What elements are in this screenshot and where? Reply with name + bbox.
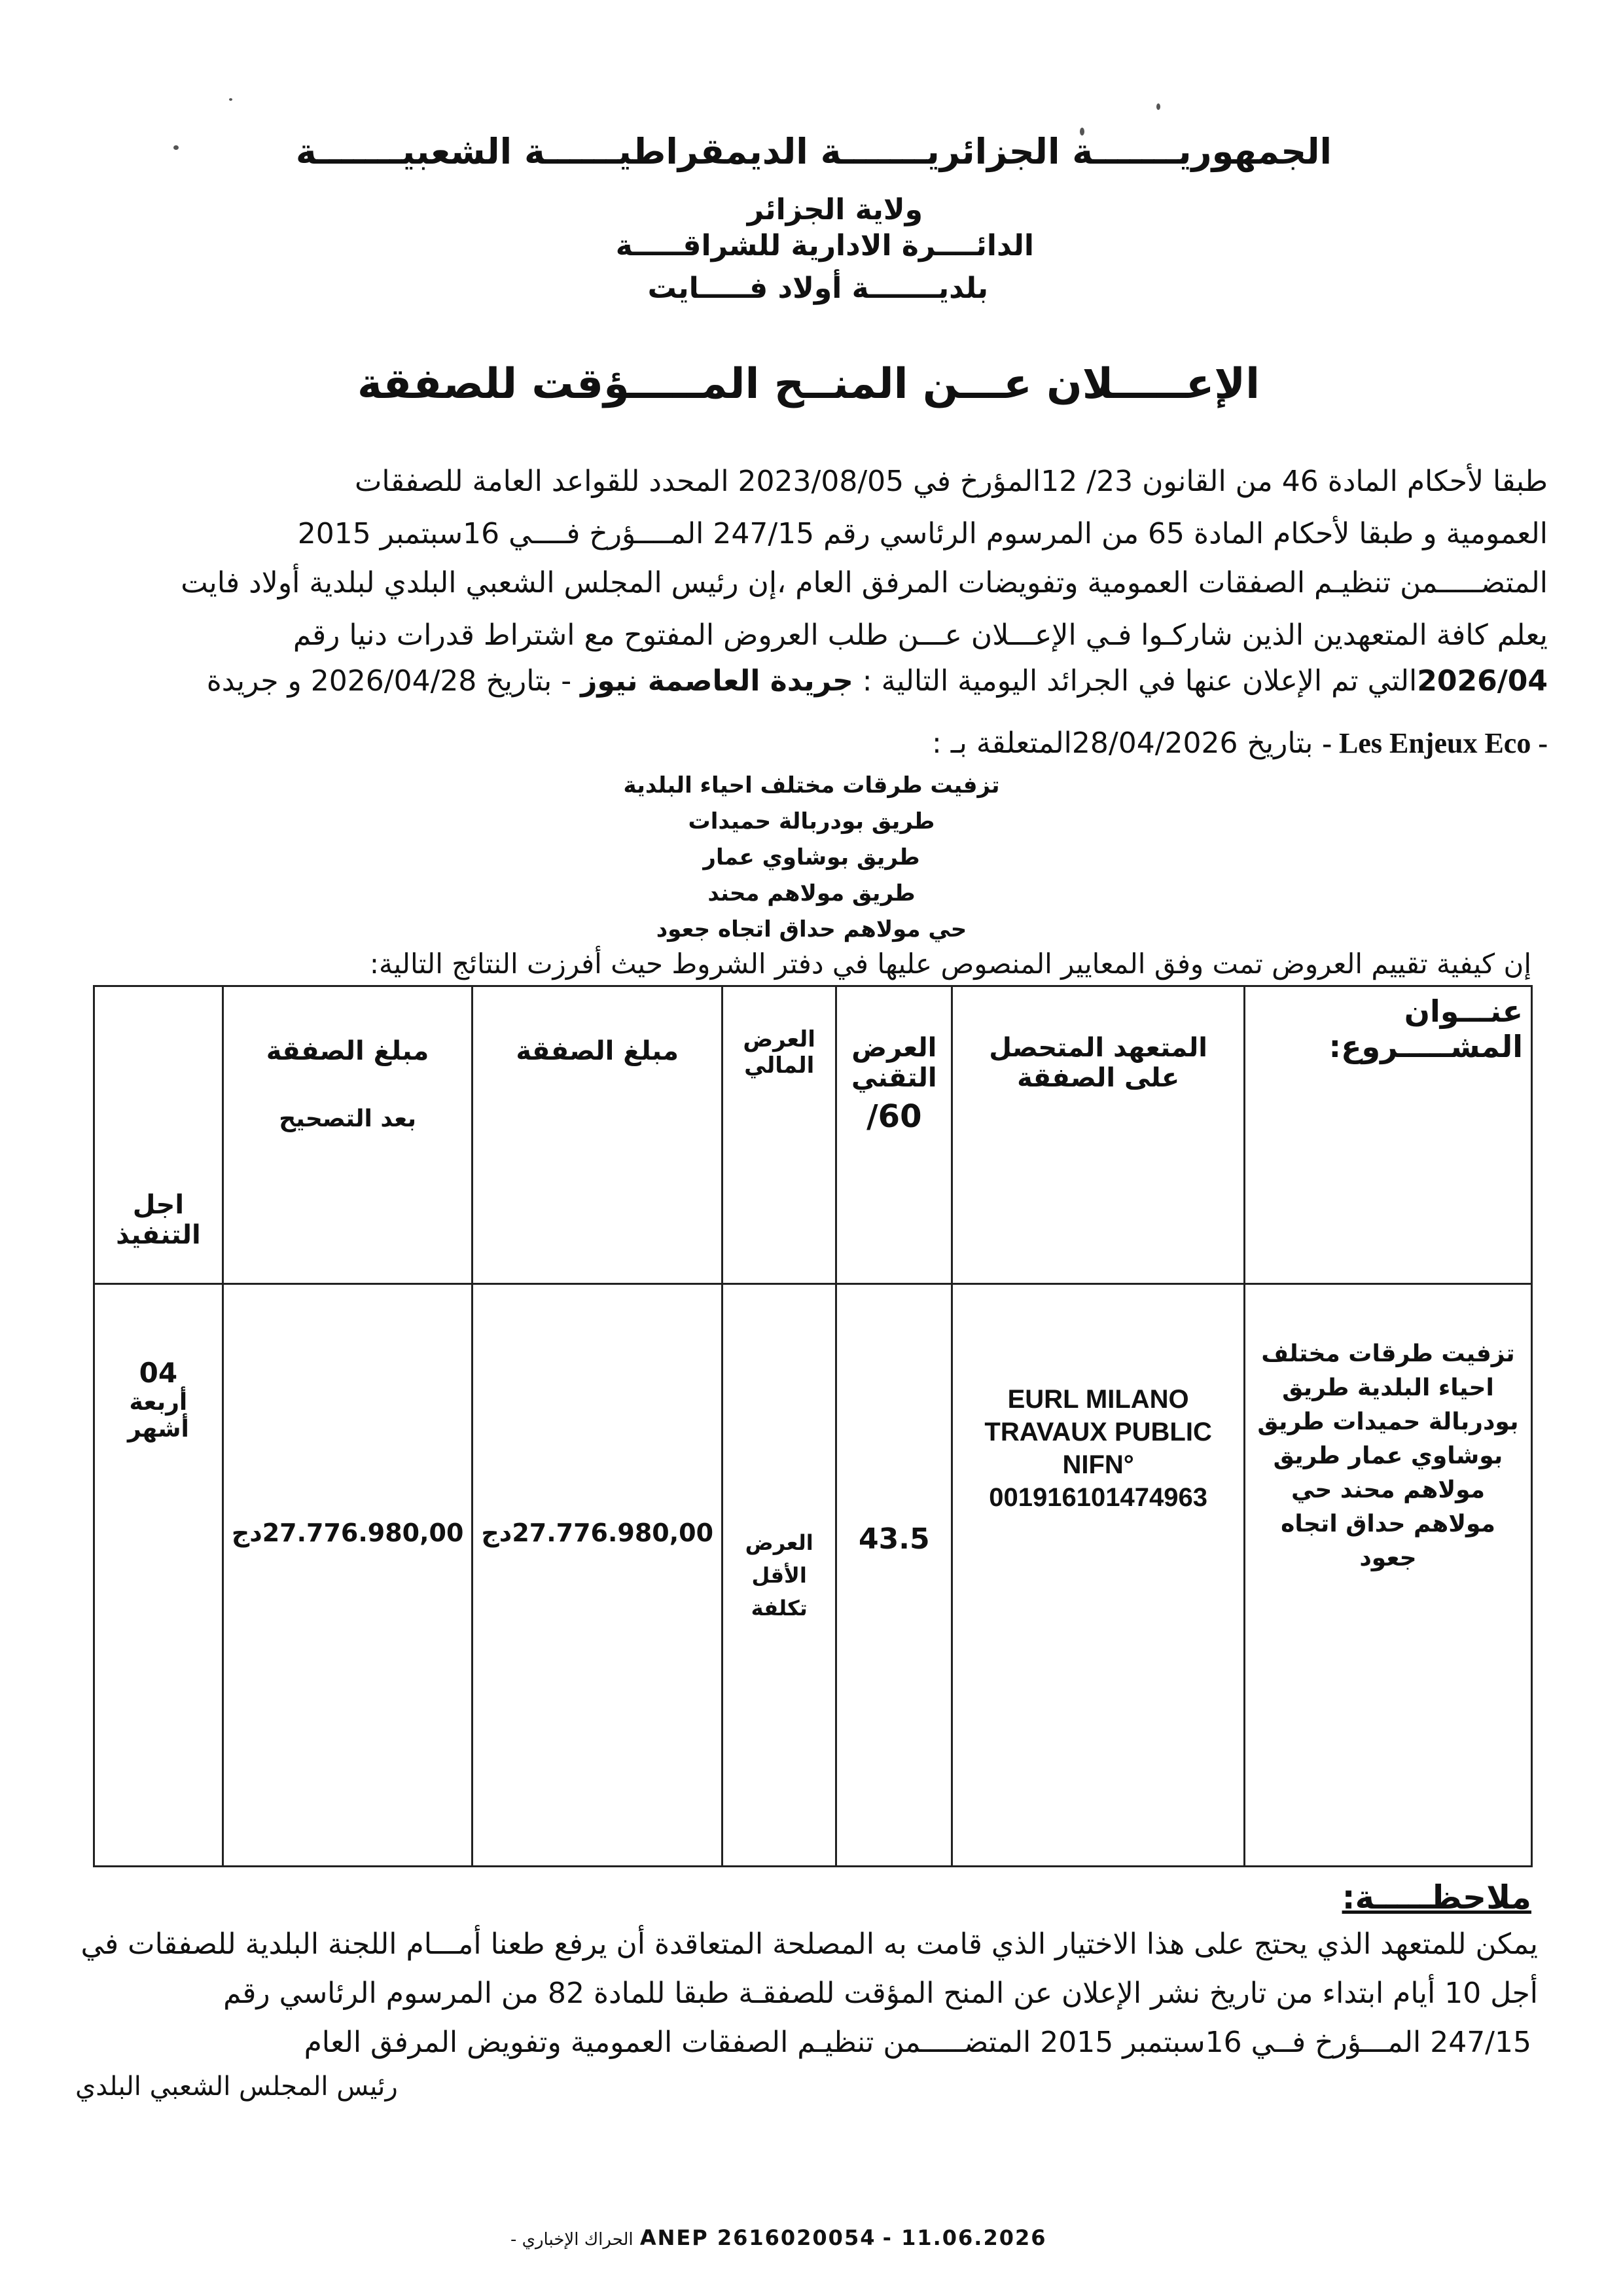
project-line: طريق بوشاوي عمار xyxy=(703,844,920,870)
header-project-label: عنـــوان المشـــــروع: xyxy=(1329,994,1523,1064)
header-duration-label: اجل التنفيذ xyxy=(116,1190,201,1250)
project-line: طريق بودربالة حميدات xyxy=(688,808,935,834)
bidder-name: EURL MILANO TRAVAUX PUBLIC xyxy=(984,1385,1212,1446)
note-line-2: أجل 10 أيام ابتداء من تاريخ نشر الإعلان عن المنح المؤقت للصفقـة طبقا للمادة 82 من المرسوم الرئاسي رقم xyxy=(223,1977,1538,2010)
header-amount-corrected xyxy=(223,986,473,1284)
header-amount-corrected-label: مبلغ الصفقة xyxy=(266,1036,429,1066)
technical-score: 43.5 xyxy=(859,1522,930,1556)
footer-anep: ANEP 2616020054 xyxy=(639,2225,876,2250)
cell-financial xyxy=(722,1284,836,1867)
duration-text: أربعة أشهر xyxy=(127,1389,189,1443)
results-table xyxy=(93,985,1533,1867)
table-header-row xyxy=(94,986,1532,1284)
cell-bidder xyxy=(952,1284,1245,1867)
cell-amount-corrected xyxy=(223,1284,473,1867)
body-line-3: المتضـــــمن تنظيـم الصفقات العمومية وتفويضات المرفق العام ،إن رئيس المجلس الشعبي البلدي لبلدية أولاد فايت xyxy=(181,566,1548,600)
header-amount xyxy=(473,986,722,1284)
scan-speck xyxy=(229,98,232,101)
header-project xyxy=(1244,986,1531,1284)
header-technical-max: 60/ xyxy=(866,1098,922,1135)
contract-amount: 27.776.980,00دج xyxy=(481,1518,714,1547)
footer-source: الحراك الإخباري - xyxy=(510,2230,633,2250)
cell-project xyxy=(1244,1284,1531,1867)
wilaya-heading: ولاية الجزائر xyxy=(747,193,923,226)
project-line: حي مولاهم حداق اتجاه جعود xyxy=(656,916,967,942)
second-publication-text: بتاريخ 28/04/2026المتعلقة بـ : xyxy=(931,726,1313,760)
republic-heading: الجمهوريـــــــة الجزائريـــــــة الديمقراطيــــــة الشعبيـــــــة xyxy=(295,131,1332,172)
cell-duration xyxy=(94,1284,223,1867)
publication-text: التي تم الإعلان عنها في الجرائد اليومية التالية : xyxy=(862,664,1418,698)
header-financial xyxy=(722,986,836,1284)
cell-technical-score xyxy=(836,1284,952,1867)
footer-date: - 11.06.2026 xyxy=(882,2225,1047,2250)
second-newspaper-name: - Les Enjeux Eco - xyxy=(1322,727,1548,759)
body-line-4: يعلم كافة المتعهدين الذين شاركـوا فـي الإعـــلان عـــن طلب العروض المفتوح مع اشتراط قدرات دنيا رقم xyxy=(293,619,1548,652)
header-amount-corrected-sub: بعد التصحيح xyxy=(279,1105,416,1132)
body-line-6 xyxy=(108,726,1548,760)
newspaper-name: جريدة العاصمة نيوز xyxy=(580,664,853,698)
daira-heading: الدائــــرة الادارية للشراقـــــة xyxy=(615,229,1034,262)
duration-number: 04 xyxy=(139,1357,178,1389)
publication-date: - بتاريخ 2026/04/28 و جريدة xyxy=(206,664,572,698)
header-technical xyxy=(836,986,952,1284)
scan-speck xyxy=(173,145,179,150)
cell-project-text: تزفيت طرقات مختلف احياء البلدية طريق بودربالة حميدات طريق بوشاوي عمار طريق مولاهم محند حي مولاهم حداق اتجاه جعود xyxy=(1257,1340,1519,1571)
body-line-5 xyxy=(108,664,1548,698)
project-line: تزفيت طرقات مختلف احياء البلدية xyxy=(623,772,1000,798)
evaluation-intro: إن كيفية تقييم العروض تمت وفق المعايير المنصوص عليها في دفتر الشروط حيث أفرزت النتائج التالية: xyxy=(369,948,1531,980)
header-duration xyxy=(94,986,223,1284)
note-line-3: 247/15 المـــؤرخ فــي 16سبتمبر 2015 المتضـــــمن تنظيـم الصفقات العمومية وتفويض المرفق العام xyxy=(304,2026,1531,2059)
footer xyxy=(510,2225,1047,2250)
cell-amount xyxy=(473,1284,722,1867)
note-heading: ملاحظـــــة: xyxy=(1342,1878,1531,1916)
signature-line: رئيس المجلس الشعبي البلدي xyxy=(75,2072,398,2102)
header-amount-label: مبلغ الصفقة xyxy=(516,1036,679,1066)
header-bidder-label: المتعهد المتحصل على الصفقة xyxy=(989,1033,1207,1093)
header-bidder xyxy=(952,986,1245,1284)
commune-heading: بلديـــــــة أولاد فـــــايت xyxy=(647,272,988,305)
project-line: طريق مولاهم محند xyxy=(707,880,916,906)
scan-speck xyxy=(1156,103,1160,110)
header-financial-label: العرض المالي xyxy=(743,1026,815,1079)
body-line-2: العمومية و طبقا لأحكام المادة 65 من المرسوم الرئاسي رقم 247/15 المــــؤرخ فــــي 16سبتمبر 2015 xyxy=(297,517,1548,550)
tender-number: 2026/04 xyxy=(1417,664,1548,698)
note-line-1: يمكن للمتعهد الذي يحتج على هذا الاختيار الذي قامت به المصلحة المتعاقدة أن يرفع طعنا أمـــام اللجنة البلدية للصفقات في xyxy=(80,1928,1538,1961)
table-row xyxy=(94,1284,1532,1867)
body-line-1: طبقا لأحكام المادة 46 من القانون 23/ 12المؤرخ في 2023/08/05 المحدد للقواعد العامة للصفقات xyxy=(355,465,1548,498)
header-technical-label: العرض التقني xyxy=(851,1033,937,1093)
page-title: الإعـــــلان عـــن المنــح المـــــؤقت للصفقة xyxy=(357,360,1260,408)
contract-amount-corrected: 27.776.980,00دج xyxy=(231,1518,464,1547)
bidder-nif: NIFN° 001916101474963 xyxy=(989,1450,1207,1512)
financial-offer-text: العرض الأقل تكلفة xyxy=(745,1530,813,1621)
